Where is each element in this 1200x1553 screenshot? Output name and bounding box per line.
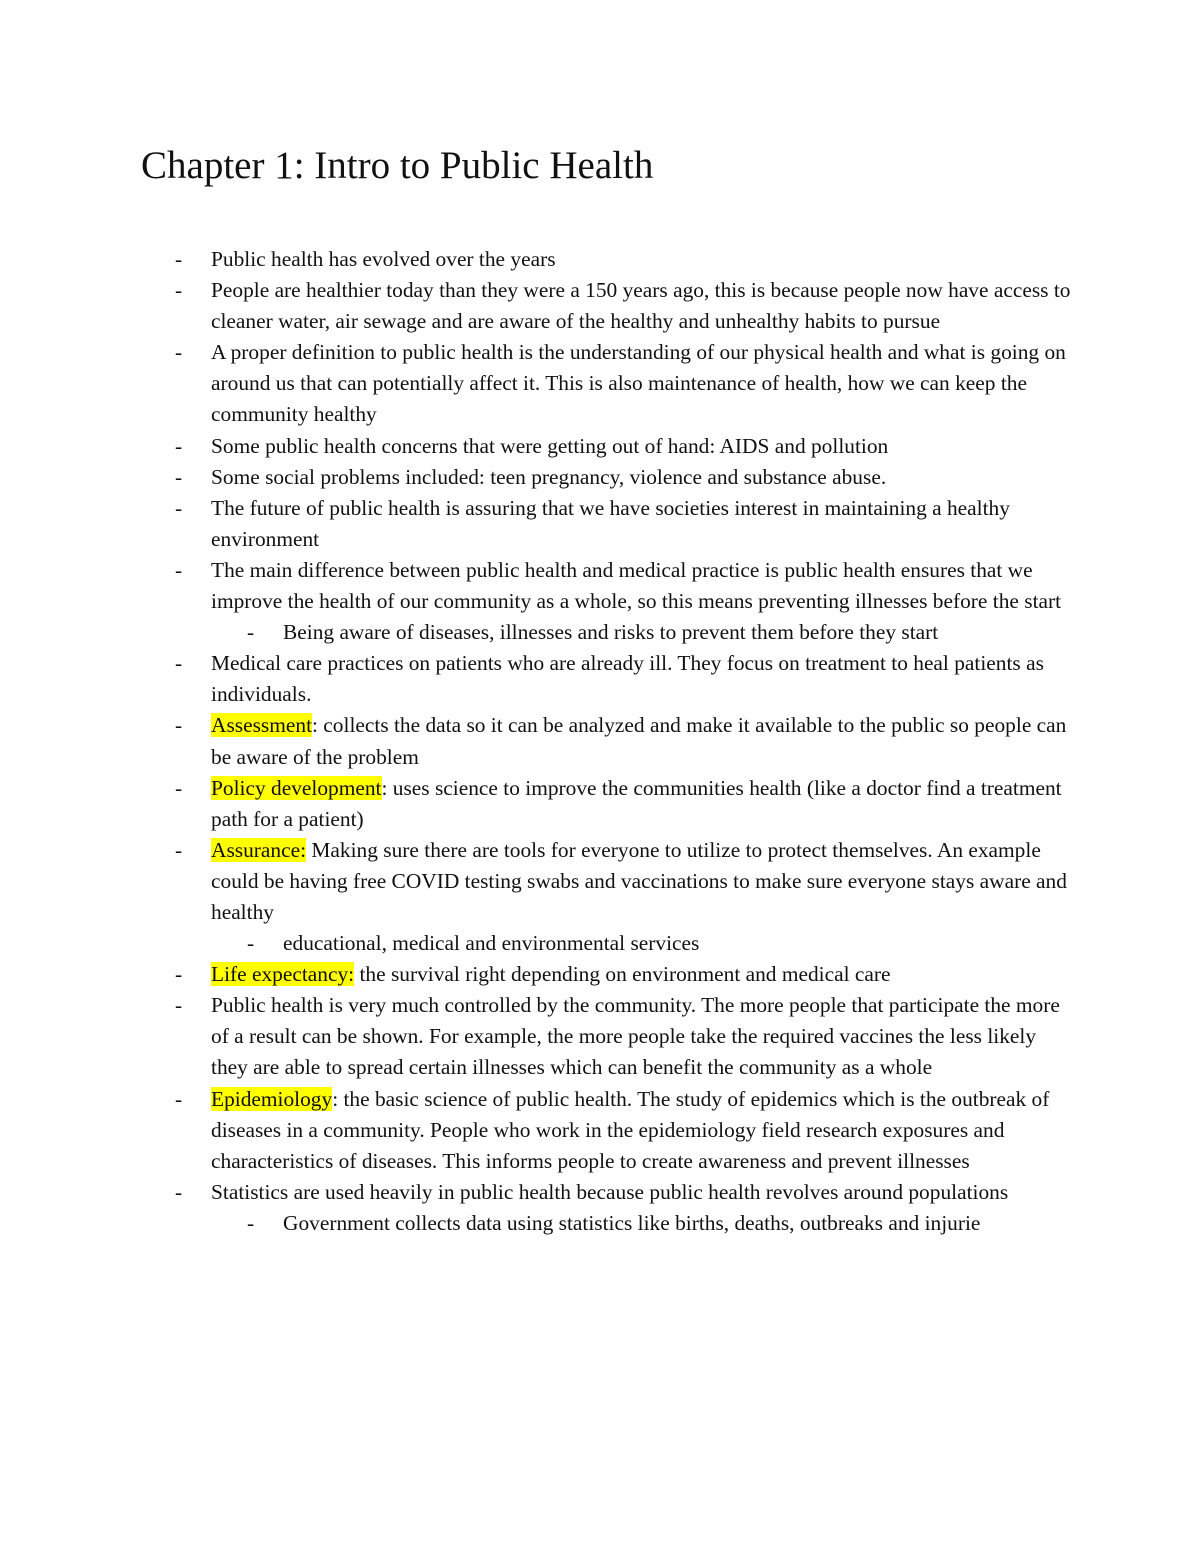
- bullet-dash: -: [175, 278, 183, 303]
- bullet-dash: -: [175, 651, 183, 676]
- item-text: Government collects data using statistics like births, deaths, outbreaks and injurie: [283, 1210, 981, 1235]
- bullet-dash: -: [175, 1179, 183, 1204]
- bullet-dash: -: [175, 1086, 183, 1111]
- bullet-dash: -: [175, 837, 183, 862]
- bullet-dash: -: [175, 464, 183, 489]
- list-item: [0, 462, 1071, 493]
- bullet-dash: -: [175, 557, 183, 582]
- sub-list-item: [0, 928, 1073, 959]
- sub-list-item: [0, 617, 1073, 648]
- list-item: [0, 244, 1071, 275]
- list-item: [0, 648, 1071, 710]
- bullet-dash: -: [175, 495, 183, 520]
- page-title: Chapter 1: Intro to Public Health: [141, 144, 654, 187]
- notes-list: [0, 244, 1200, 1239]
- bullet-dash: -: [175, 340, 183, 365]
- list-item: [0, 275, 1071, 337]
- bullet-dash: -: [175, 713, 183, 738]
- list-item: [0, 1177, 1071, 1208]
- sub-list-item: [0, 1208, 1073, 1239]
- list-item: [0, 337, 1071, 430]
- list-item: [0, 990, 1071, 1083]
- bullet-dash: -: [175, 775, 183, 800]
- item-text: Public health has evolved over the years: [211, 247, 556, 271]
- item-text: educational, medical and environmental services: [283, 931, 700, 956]
- list-item: [0, 773, 1071, 835]
- item-text: : collects the data so it can be analyzed and make it available to the public so people can be aware of the problem: [211, 713, 1067, 769]
- item-text: Being aware of diseases, illnesses and risks to prevent them before they start: [283, 620, 939, 645]
- item-text: Some public health concerns that were getting out of hand: AIDS and pollution: [211, 433, 889, 458]
- bullet-dash: -: [247, 620, 255, 645]
- item-text: The future of public health is assuring that we have societies interest in maintaining a healthy environment: [211, 495, 1010, 551]
- highlighted-term: Life expectancy:: [211, 962, 355, 987]
- bullet-dash: -: [175, 433, 183, 458]
- item-text: : the basic science of public health. The study of epidemics which is the outbreak of diseases in a community. People who work in the epidemiology field research exposures and characteristics of diseases. This informs people to create awareness and prevent illnesses: [211, 1086, 1050, 1173]
- item-text: People are healthier today than they were a 150 years ago, this is because people now have access to cleaner water, air sewage and are aware of the healthy and unhealthy habits to pursue: [211, 278, 1071, 334]
- bullet-dash: -: [175, 962, 183, 987]
- highlighted-term: Epidemiology: [211, 1086, 333, 1111]
- item-text: A proper definition to public health is the understanding of our physical health and what is going on around us that can potentially affect it. This is also maintenance of health, how we can keep the community healthy: [211, 340, 1066, 427]
- bullet-dash: -: [175, 993, 183, 1018]
- list-item: [0, 959, 1071, 990]
- item-text: Public health is very much controlled by the community. The more people that participate the more of a result can be shown. For example, the more people take the required vaccines the less likely they are able to spread certain illnesses which can benefit the community as a whole: [211, 993, 1060, 1080]
- item-text: the survival right depending on environment and medical care: [354, 962, 891, 987]
- item-text: : uses science to improve the communities health (like a doctor find a treatment path for a patient): [211, 775, 1062, 831]
- bullet-dash: -: [247, 931, 255, 956]
- bullet-dash: -: [175, 247, 183, 271]
- list-item: [0, 493, 1071, 555]
- highlighted-term: Assurance:: [211, 837, 307, 862]
- list-item: [0, 1084, 1071, 1177]
- list-item: [0, 431, 1071, 462]
- list-item: [0, 555, 1071, 617]
- highlighted-term: Policy development: [211, 775, 382, 800]
- list-item: [0, 710, 1071, 772]
- item-text: Statistics are used heavily in public health because public health revolves around populations: [211, 1179, 1009, 1204]
- item-text: Medical care practices on patients who are already ill. They focus on treatment to heal patients as individuals.: [211, 651, 1044, 707]
- list-item: [0, 835, 1071, 928]
- item-text: Making sure there are tools for everyone to utilize to protect themselves. An example could be having free COVID testing swabs and vaccinations to make sure everyone stays aware and healthy: [211, 837, 1067, 924]
- bullet-dash: -: [247, 1210, 255, 1235]
- highlighted-term: Assessment: [211, 713, 313, 738]
- item-text: Some social problems included: teen pregnancy, violence and substance abuse.: [211, 464, 887, 489]
- item-text: The main difference between public health and medical practice is public health ensures that we improve the health of our community as a whole, so this means preventing illnesses before the start: [211, 557, 1062, 614]
